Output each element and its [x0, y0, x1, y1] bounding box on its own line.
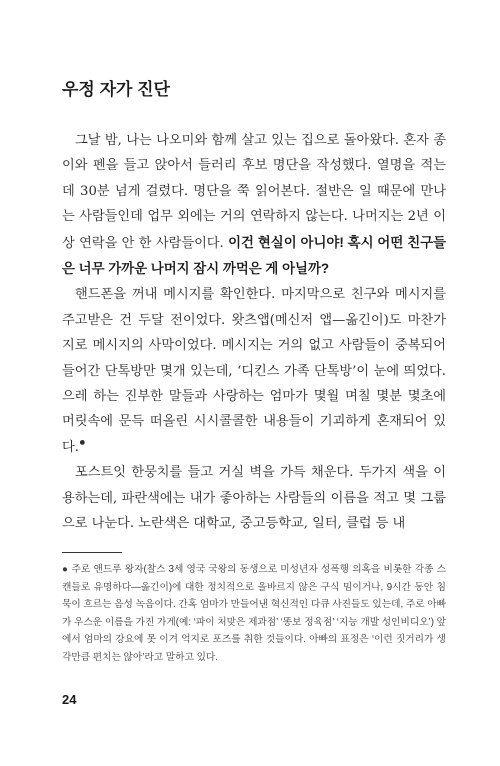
- paragraph-1: [62, 128, 446, 282]
- footnote-marker: ●: [78, 436, 86, 449]
- page-number: 24: [62, 692, 77, 707]
- paragraph-3-text: 포스트잇 한뭉치를 들고 거실 벽을 가득 채운다. 두가지 색을 이용하는데, 파란색에는 내가 좋아하는 사람들의 이름을 적고 몇 그룹으로 나눈다. 노란색은 대학교, 중고등학교, 일터, 클럽 등 내: [62, 465, 446, 532]
- paragraph-2-text: 핸드폰을 꺼내 메시지를 확인한다. 마지막으로 친구와 메시지를 주고받은 건 두달 전이었다. 왓츠앱(메신저 앱—옮긴이)도 마찬가지로 메시지의 사막이었다. 메시지는 거의 없고 사람들이 중복되어 들어간 단톡방만 몇개 있는데, ‘디킨스 가족 단톡방’이 눈에 띄었다. 으레 하는 진부한 말들과 사랑하는 엄마가 몇월 며칠 몇분 몇초에 머릿속에 문득 떠올린 시시콜콜한 내용들이 기괴하게 혼재되어 있다.: [62, 287, 446, 455]
- footnote-divider: [62, 552, 122, 553]
- footnote-bullet: ●: [62, 564, 69, 575]
- section-title: 우정 자가 진단: [62, 80, 170, 99]
- paragraph-3: [62, 460, 446, 536]
- footnote-text: 주로 앤드루 왕자(찰스 3세 영국 국왕의 동생으로 미성년자 성폭행 의혹을 비롯한 각종 스캔들로 유명하다—옮긴이)에 대한 정치적으로 올바르지 않은 구식 밈이거나, 9시간 동안 침묵이 흐르는 음성 녹음이다. 간혹 엄마가 만들어낸 혁신적인 다큐 사진들도 있는데, 주로 아빠가 우스운 이름을 가진 가게(예: ‘파이 처맞은 제과점’ ‘똥보 정육점’ ‘지능 개발 성인비디오’) 앞에서 엄마의 강요에 못 이겨 억지로 포즈를 취한 것들이다. 아빠의 표정은 ‘이런 짓거리가 생각만큼 편치는 않아’라고 말하고 있다.: [62, 564, 446, 663]
- paragraph-1-text: 그날 밤, 나는 나오미와 함께 살고 있는 집으로 돌아왔다. 혼자 종이와 펜을 들고 앉아서 들러리 후보 명단을 작성했다. 열명을 적는 데 30분 넘게 걸렸다. 명단을 쭉 읽어본다. 절반은 일 때문에 만나는 사람들인데 업무 외에는 거의 연락하지 않는다. 나머지는 2년 이상 연락을 안 한 사람들이다.: [62, 133, 446, 251]
- emphasis-text: 이건 현실이 아니야! 혹시 어떤 친구들은 너무 가까운 나머지 잠시 까먹은 게 아닐까?: [62, 234, 446, 277]
- paragraph-2: [62, 282, 446, 460]
- body-text: [62, 128, 446, 537]
- footnote: [62, 561, 446, 667]
